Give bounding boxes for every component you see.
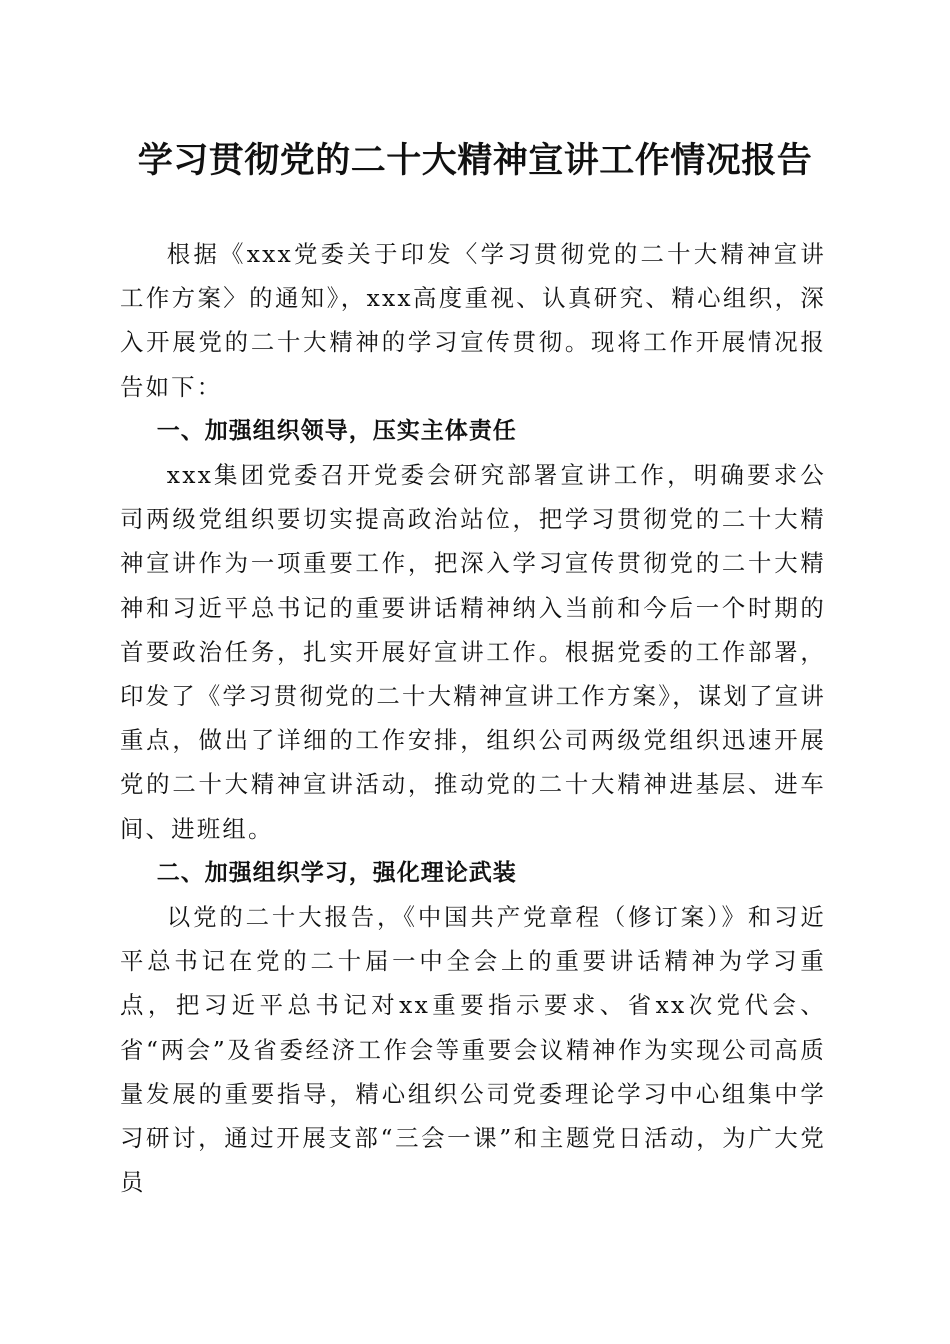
intro-paragraph: 根据《xxx党委关于印发〈学习贯彻党的二十大精神宣讲工作方案〉的通知》，xxx高度重视、认真研究、精心组织，深入开展党的二十大精神的学习宣传贯彻。现将工作开展情况报告如下：	[120, 240, 826, 401]
section-heading-1: 一、加强组织领导，压实主体责任	[156, 417, 517, 444]
section-heading-2: 二、加强组织学习，强化理论武装	[156, 859, 517, 886]
document-body	[120, 232, 826, 1204]
section-paragraph-1: xxx集团党委召开党委会研究部署宣讲工作，明确要求公司两级党组织要切实提高政治站位，把学习贯彻党的二十大精神宣讲作为一项重要工作，把深入学习宣传贯彻党的二十大精神和习近平总书记的重要讲话精神纳入当前和今后一个时期的首要政治任务，扎实开展好宣讲工作。根据党委的工作部署，印发了《学习贯彻党的二十大精神宣讲工作方案》，谋划了宣讲重点，做出了详细的工作安排，组织公司两级党组织迅速开展党的二十大精神宣讲活动，推动党的二十大精神进基层、进车间、进班组。	[120, 461, 826, 843]
section-paragraph-2: 以党的二十大报告，《中国共产党章程（修订案）》和习近平总书记在党的二十届一中全会上的重要讲话精神为学习重点，把习近平总书记对xx重要指示要求、省xx次党代会、省“两会”及省委经济工作会等重要会议精神作为实现公司高质量发展的重要指导，精心组织公司党委理论学习中心组集中学习研讨，通过开展支部“三会一课”和主题党日活动，为广大党员	[120, 903, 826, 1197]
document-title: 学习贯彻党的二十大精神宣讲工作情况报告	[137, 140, 813, 181]
